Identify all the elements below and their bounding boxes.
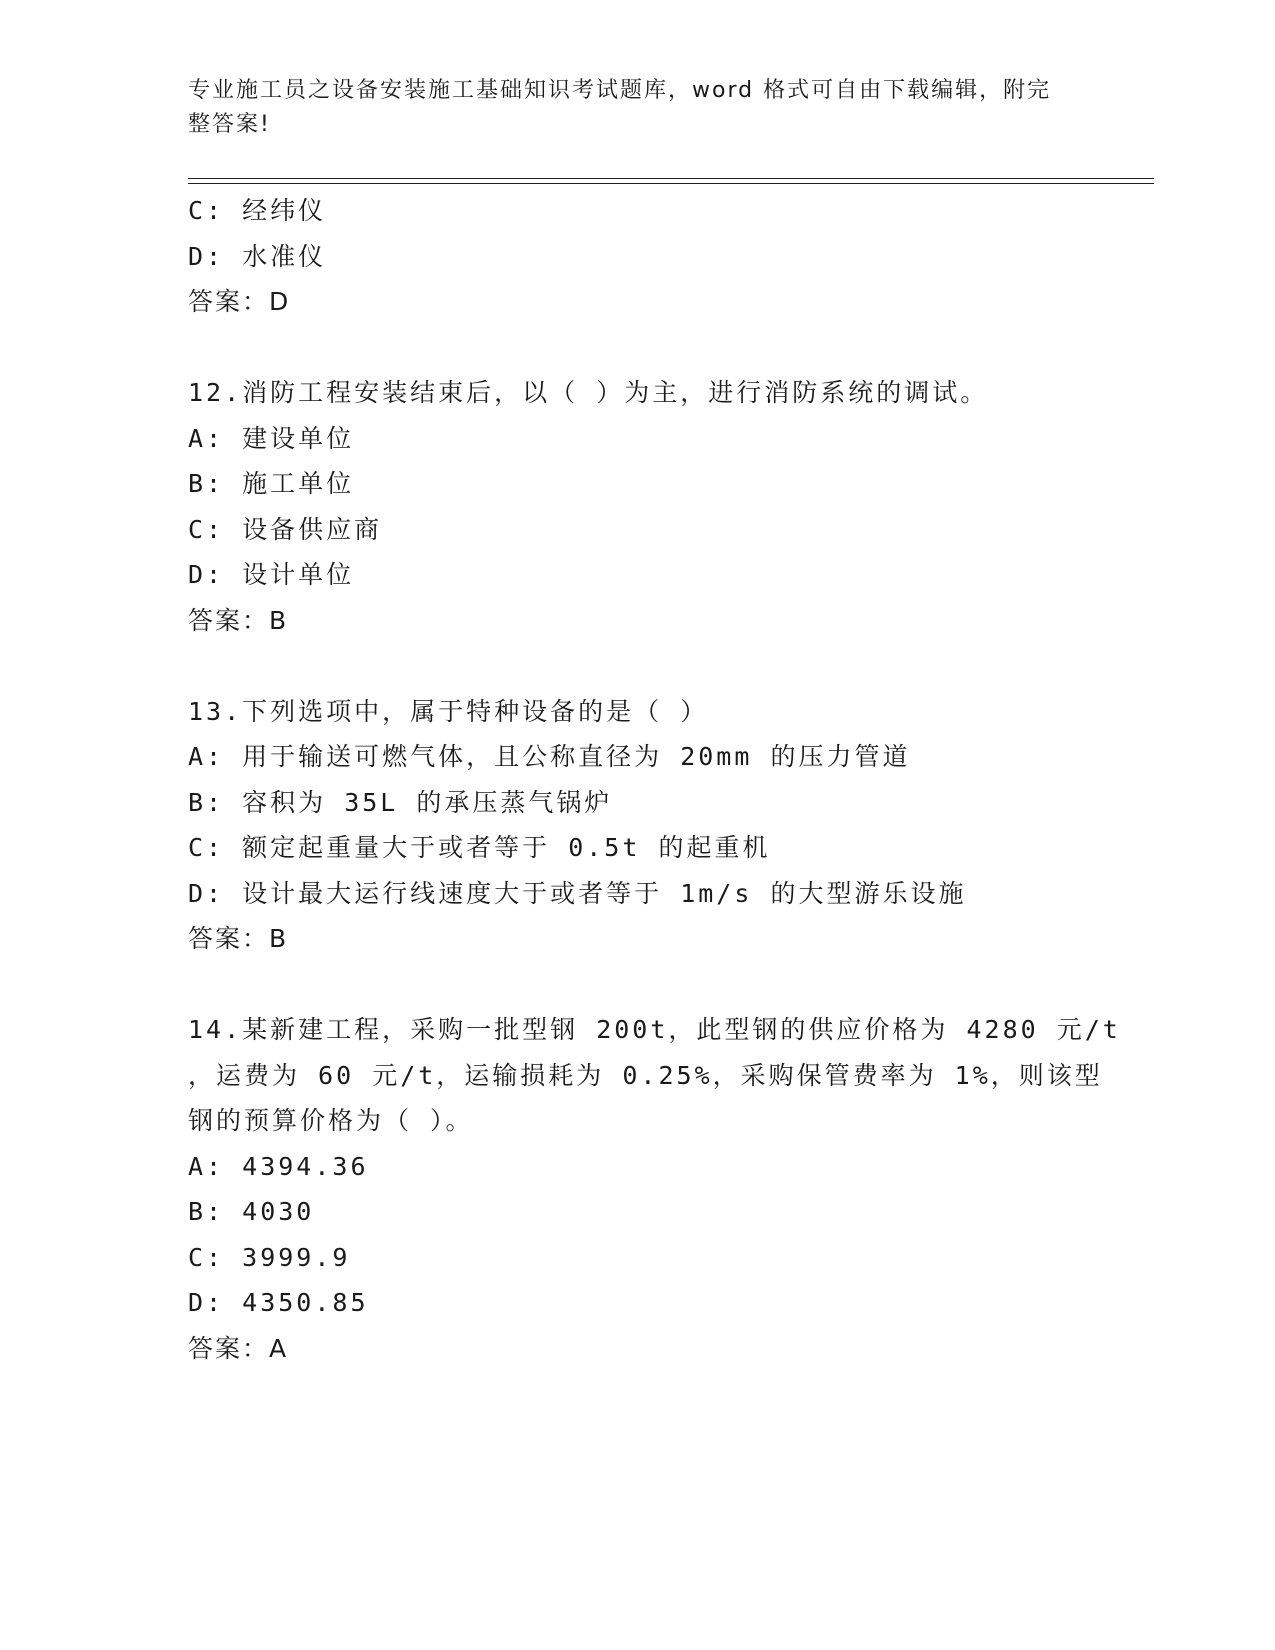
spacer <box>188 962 1088 1008</box>
spacer <box>188 325 1088 371</box>
question-stem: 13.下列选项中，属于特种设备的是（ ） <box>188 696 709 726</box>
option-c: C: 额定起重量大于或者等于 0.5t 的起重机 <box>188 833 771 862</box>
option-b: B: 容积为 35L 的承压蒸气锅炉 <box>188 787 613 817</box>
option-b: B: 施工单位 <box>188 469 355 498</box>
document-header <box>188 74 1088 142</box>
option-a: A: 4394.36 <box>188 1151 369 1181</box>
option-d: D: 4350.85 <box>188 1288 369 1317</box>
question-stem: 12.消防工程安装结束后，以（ ）为主，进行消防系统的调试。 <box>188 378 989 407</box>
question-13 <box>188 689 1088 962</box>
header-rule-bottom <box>188 183 1154 184</box>
question-14 <box>188 1007 1121 1371</box>
answer: 答案：B <box>188 924 289 953</box>
option-d: D: 设计单位 <box>188 560 355 589</box>
question-content <box>188 188 1121 1371</box>
question-stem-line-2: ，运费为 60 元/t，运输损耗为 0.25%，采购保管费率为 1%，则该型 <box>188 1060 1103 1090</box>
option-b: B: 4030 <box>188 1197 315 1226</box>
option-d: D: 设计最大运行线速度大于或者等于 1m/s 的大型游乐设施 <box>188 878 967 908</box>
option-c: C: 3999.9 <box>188 1242 351 1272</box>
question-11 <box>188 188 1088 325</box>
header-line-1: 专业施工员之设备安装施工基础知识考试题库，word 格式可自由下载编辑，附完 <box>188 78 1052 103</box>
option-d: D: 水准仪 <box>188 241 327 271</box>
question-12 <box>188 370 1088 643</box>
question-stem-line-3: 钢的预算价格为（ ）。 <box>188 1106 474 1135</box>
option-a: A: 建设单位 <box>188 423 355 453</box>
option-c: C: 经纬仪 <box>188 196 327 225</box>
answer: 答案：D <box>188 287 291 316</box>
answer: 答案：A <box>188 1333 289 1363</box>
question-stem-line-1: 14.某新建工程，采购一批型钢 200t，此型钢的供应价格为 4280 元/t <box>188 1015 1121 1044</box>
option-c: C: 设备供应商 <box>188 514 383 544</box>
header-line-2: 整答案! <box>188 112 271 137</box>
answer: 答案：B <box>188 605 289 635</box>
header-rule-top <box>188 178 1154 179</box>
option-a: A: 用于输送可燃气体，且公称直径为 20mm 的压力管道 <box>188 742 911 771</box>
spacer <box>188 643 1088 689</box>
